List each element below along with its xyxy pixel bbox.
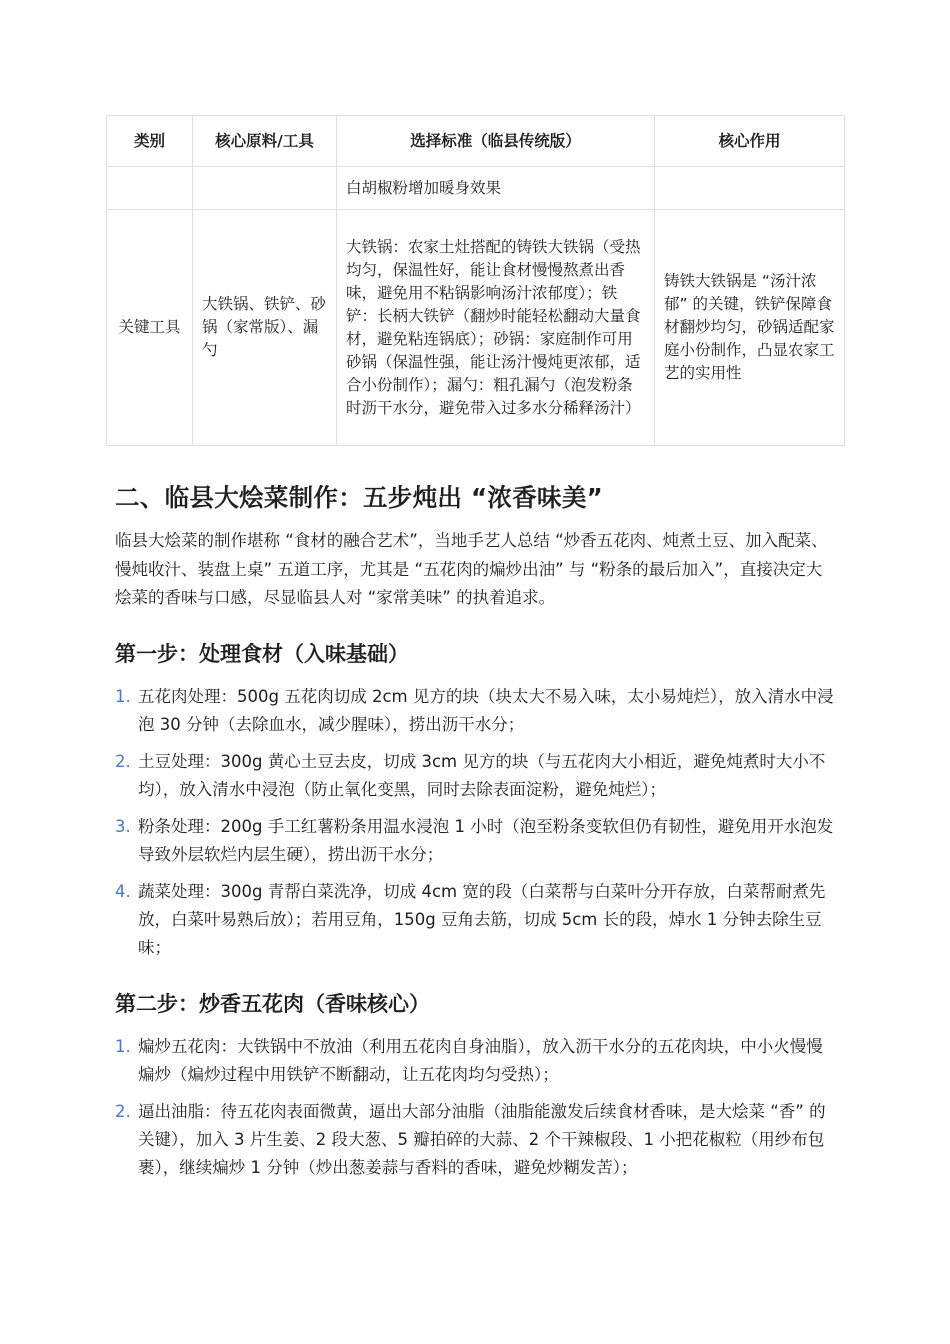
header-criteria: 选择标准（临县传统版） bbox=[337, 116, 655, 167]
list-text: 土豆处理：300g 黄心土豆去皮，切成 3cm 见方的块（与五花肉大小相近，避免炖煮时大小不均），放入清水中浸泡（防止氧化变黑，同时去除表面淀粉，避免炖烂）； bbox=[138, 752, 826, 799]
list-number: 1. bbox=[115, 687, 131, 706]
list-number: 2. bbox=[115, 752, 131, 771]
table-row bbox=[107, 167, 845, 210]
section-intro: 临县大烩菜的制作堪称 “食材的融合艺术”，当地手艺人总结 “炒香五花肉、炖煮土豆、加入配菜、慢炖收汁、装盘上桌” 五道工序，尤其是 “五花肉的煸炒出油” 与 “粉条的最后加入”，直接决定大烩菜的香味与口感，尽显临县人对 “家常美味” 的执着追求。 bbox=[115, 531, 828, 607]
step1-list bbox=[115, 683, 837, 971]
list-item bbox=[115, 1033, 837, 1089]
header-items: 核心原料/工具 bbox=[193, 116, 337, 167]
cell-criteria: 大铁锅：农家土灶搭配的铸铁大铁锅（受热均匀，保温性好，能让食材慢慢熬煮出香味，避免用不粘锅影响汤汁浓郁度）；铁铲：长柄大铁铲（翻炒时能轻松翻动大量食材，避免粘连锅底）；砂锅：家庭制作可用砂锅（保温性强，能让汤汁慢炖更浓郁，适合小份制作）；漏勺：粗孔漏勺（泡发粉条时沥干水分，避免带入过多水分稀释汤汁） bbox=[337, 210, 655, 446]
step2-title: 第二步：炒香五花肉（香味核心） bbox=[115, 992, 430, 1016]
section-title: 二、临县大烩菜制作：五步炖出 “浓香味美” bbox=[115, 483, 604, 512]
cell-criteria: 白胡椒粉增加暖身效果 bbox=[337, 167, 655, 210]
table-row bbox=[107, 210, 845, 446]
list-text: 逼出油脂：待五花肉表面微黄，逼出大部分油脂（油脂能激发后续食材香味，是大烩菜 “香” 的关键），加入 3 片生姜、2 段大葱、5 瓣拍碎的大蒜、2 个干辣椒段、1 小把花椒粒（用纱布包裹），继续煸炒 1 分钟（炒出葱姜蒜与香料的香味，避免炒糊发苦）； bbox=[138, 1102, 826, 1177]
list-text: 五花肉处理：500g 五花肉切成 2cm 见方的块（块太大不易入味，太小易炖烂），放入清水中浸泡 30 分钟（去除血水，减少腥味），捞出沥干水分； bbox=[138, 687, 834, 734]
cell-items bbox=[193, 167, 337, 210]
list-item bbox=[115, 813, 837, 869]
list-text: 蔬菜处理：300g 青帮白菜洗净，切成 4cm 宽的段（白菜帮与白菜叶分开存放，白菜帮耐煮先放，白菜叶易熟后放）；若用豆角，150g 豆角去筋，切成 5cm 长的段，焯水 1 分钟去除生豆味； bbox=[138, 882, 826, 957]
ingredients-tools-table bbox=[106, 115, 845, 446]
list-item bbox=[115, 1098, 837, 1182]
list-number: 3. bbox=[115, 817, 131, 836]
list-text: 煸炒五花肉：大铁锅中不放油（利用五花肉自身油脂），放入沥干水分的五花肉块，中小火慢慢煸炒（煸炒过程中用铁铲不断翻动，让五花肉均匀受热）； bbox=[138, 1037, 823, 1084]
list-item bbox=[115, 878, 837, 962]
list-item bbox=[115, 683, 837, 739]
step1-title: 第一步：处理食材（入味基础） bbox=[115, 642, 409, 666]
cell-role: 铸铁大铁锅是 “汤汁浓郁” 的关键，铁铲保障食材翻炒均匀，砂锅适配家庭小份制作，凸显农家工艺的实用性 bbox=[655, 210, 845, 446]
header-category: 类别 bbox=[107, 116, 193, 167]
list-text: 粉条处理：200g 手工红薯粉条用温水浸泡 1 小时（泡至粉条变软但仍有韧性，避免用开水泡发导致外层软烂内层生硬），捞出沥干水分； bbox=[138, 817, 834, 864]
cell-role bbox=[655, 167, 845, 210]
table-header-row bbox=[107, 116, 845, 167]
list-item bbox=[115, 748, 837, 804]
step2-list bbox=[115, 1033, 837, 1191]
header-role: 核心作用 bbox=[655, 116, 845, 167]
cell-category bbox=[107, 167, 193, 210]
list-number: 1. bbox=[115, 1037, 131, 1056]
list-number: 4. bbox=[115, 882, 131, 901]
list-number: 2. bbox=[115, 1102, 131, 1121]
cell-items: 大铁锅、铁铲、砂锅（家常版）、漏勺 bbox=[193, 210, 337, 446]
cell-category: 关键工具 bbox=[107, 210, 193, 446]
